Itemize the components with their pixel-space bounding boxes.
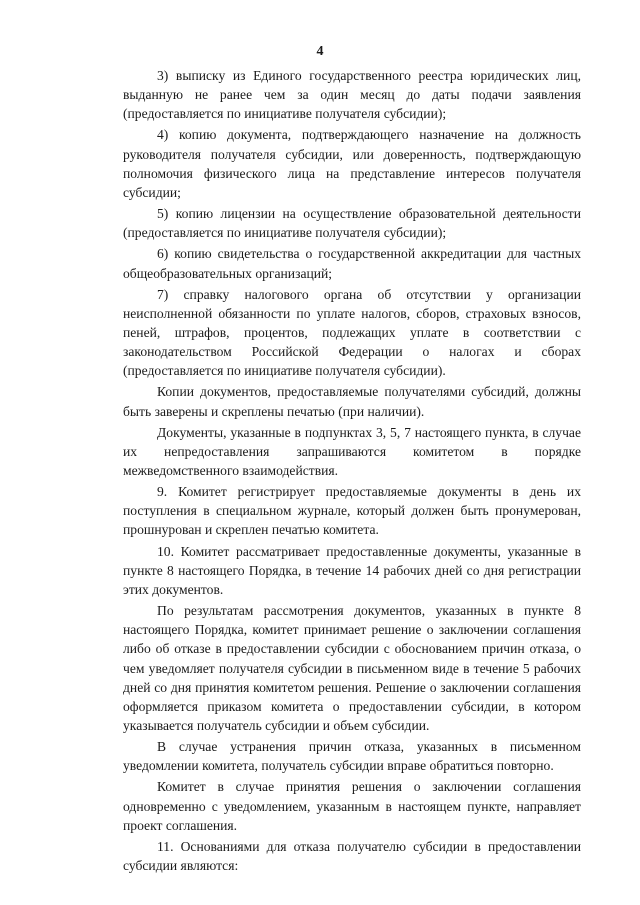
paragraph-point-9: 9. Комитет регистрирует предоставляемые документы в день их поступления в специальном журнале, который должен быть пронумерован, прошнурован и скреплен печатью комитета. — [123, 484, 581, 538]
paragraph-item-6: 6) копию свидетельства о государственной аккредитации для частных общеобразовательных организаций; — [123, 246, 581, 281]
paragraph-reapply: В случае устранения причин отказа, указанных в письменном уведомлении комитета, получатель субсидии вправе обратиться повторно. — [123, 739, 581, 774]
paragraph-point-11: 11. Основаниями для отказа получателю субсидии в предоставлении субсидии являются: — [123, 838, 581, 873]
paragraph-item-3: 3) выписку из Единого государственного реестра юридических лиц, выданную не ранее чем за один месяц до даты подачи заявления (предоставляется по инициативе получателя субсидии); — [123, 68, 581, 122]
page-number: 4 — [316, 44, 324, 59]
paragraph-item-5: 5) копию лицензии на осуществление образовательной деятельности (предоставляется по инициативе получателя субсидии); — [123, 206, 581, 241]
document-body — [123, 66, 581, 877]
paragraph-draft-agreement: Комитет в случае принятия решения о заключении соглашения одновременно с уведомлением, указанным в настоящем пункте, направляет проект соглашения. — [123, 779, 581, 833]
paragraph-item-7: 7) справку налогового органа об отсутствии у организации неисполненной обязанности по уплате налогов, сборов, страховых взносов, пеней, штрафов, процентов, подлежащих уплате в соответствии с законодательством Российской Федерации о налогах и сборах (предоставляется по инициативе получателя субсидии). — [123, 286, 581, 379]
paragraph-interagency-request: Документы, указанные в подпунктах 3, 5, 7 настоящего пункта, в случае их непредоставления запрашиваются комитетом в порядке межведомственного взаимодействия. — [123, 424, 581, 478]
paragraph-copies-certification: Копии документов, предоставляемые получателями субсидий, должны быть заверены и скреплены печатью (при наличии). — [123, 384, 581, 419]
paragraph-item-4: 4) копию документа, подтверждающего назначение на должность руководителя получателя субсидии, или доверенность, подтверждающую полномочия физического лица на представление интересов получателя субсидии; — [123, 127, 581, 200]
paragraph-review-decision: По результатам рассмотрения документов, указанных в пункте 8 настоящего Порядка, комитет принимает решение о заключении соглашения либо об отказе в предоставлении субсидии с обоснованием причин отказа, о чем уведомляет получателя субсидии в письменном виде в течение 5 рабочих дней со дня принятия комитетом решения. Решение о заключении соглашения оформляется приказом комитета о предоставлении субсидии, в котором указывается получатель субсидии и объем субсидии. — [123, 603, 581, 733]
paragraph-point-10: 10. Комитет рассматривает предоставленные документы, указанные в пункте 8 настоящего Порядка, в течение 14 рабочих дней со дня регистрации этих документов. — [123, 543, 581, 597]
